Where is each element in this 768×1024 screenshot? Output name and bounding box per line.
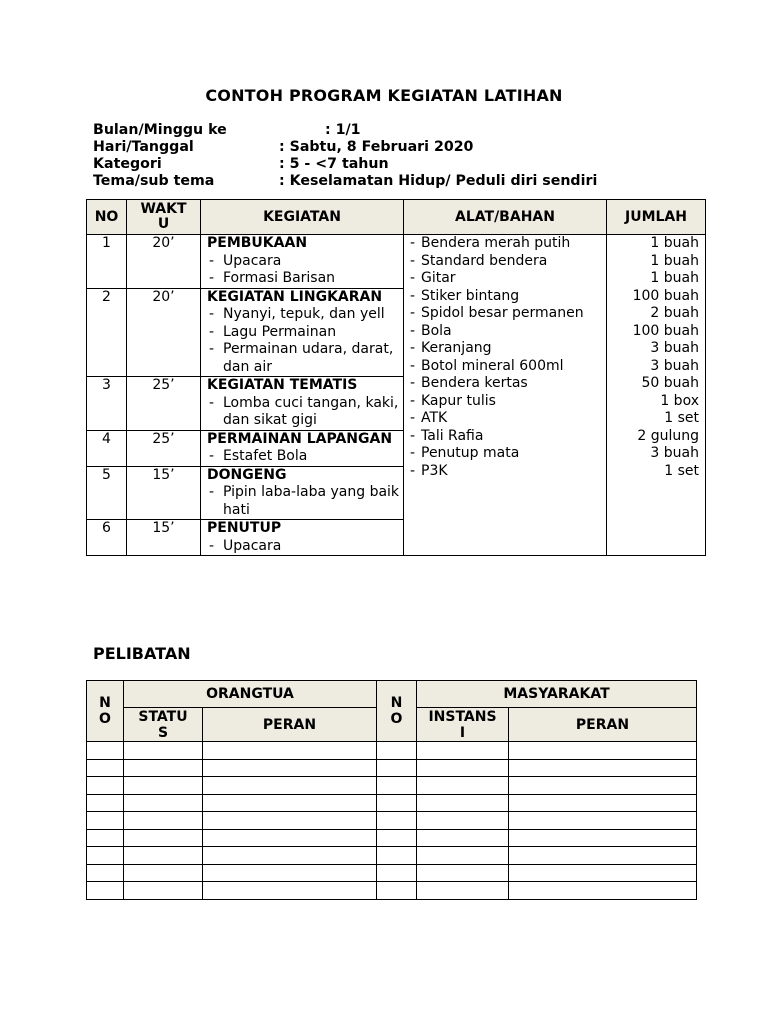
row-kegiatan bbox=[201, 377, 404, 431]
activity-table-header bbox=[87, 200, 706, 235]
kegiatan-title: KEGIATAN LINGKARAN bbox=[207, 288, 383, 305]
pel-header-status: STATU S bbox=[124, 708, 203, 742]
pelibatan-cell[interactable] bbox=[377, 812, 417, 830]
pelibatan-cell[interactable] bbox=[87, 794, 124, 812]
pelibatan-cell[interactable] bbox=[417, 864, 509, 882]
pelibatan-cell[interactable] bbox=[377, 882, 417, 900]
pelibatan-row bbox=[87, 864, 697, 882]
row-no: 6 bbox=[87, 520, 127, 556]
header-waktu: WAKT U bbox=[127, 200, 201, 235]
header-no: NO bbox=[87, 200, 127, 235]
jumlah-item: 1 buah bbox=[650, 252, 699, 269]
jumlah-item: 1 buah bbox=[650, 270, 699, 286]
jumlah-item: 1 set bbox=[664, 462, 699, 479]
pelibatan-cell[interactable] bbox=[124, 759, 203, 777]
row-no: 3 bbox=[87, 377, 127, 431]
meta-label: Tema/sub tema bbox=[93, 173, 215, 189]
kegiatan-item: - Permainan udara, darat, dan air bbox=[207, 341, 403, 376]
alat-item: - Kapur tulis bbox=[410, 393, 606, 411]
pel-header-no2: N O bbox=[377, 681, 417, 742]
meta-label: Kategori bbox=[93, 156, 162, 172]
row-kegiatan bbox=[201, 430, 404, 466]
kegiatan-title: PERMAINAN LAPANGAN bbox=[207, 430, 393, 447]
pelibatan-cell[interactable] bbox=[87, 759, 124, 777]
pelibatan-cell[interactable] bbox=[417, 794, 509, 812]
alat-item: - Penutup mata bbox=[410, 445, 606, 463]
pelibatan-cell[interactable] bbox=[124, 812, 203, 830]
pelibatan-cell[interactable] bbox=[417, 812, 509, 830]
activity-table bbox=[86, 199, 706, 556]
pelibatan-cell[interactable] bbox=[417, 882, 509, 900]
pelibatan-cell[interactable] bbox=[203, 829, 377, 847]
kegiatan-item: - Upacara bbox=[207, 538, 403, 556]
kegiatan-item: - Lomba cuci tangan, kaki, dan sikat gigi bbox=[207, 395, 403, 430]
pelibatan-cell[interactable] bbox=[509, 777, 697, 795]
alat-item: - Botol mineral 600ml bbox=[410, 358, 606, 376]
kegiatan-item: - Lagu Permainan bbox=[207, 324, 403, 342]
pelibatan-row bbox=[87, 882, 697, 900]
pelibatan-cell[interactable] bbox=[87, 742, 124, 760]
kegiatan-item: - Estafet Bola bbox=[207, 448, 403, 466]
row-no: 5 bbox=[87, 466, 127, 520]
pelibatan-cell[interactable] bbox=[509, 794, 697, 812]
alat-item: - Bola bbox=[410, 323, 606, 341]
pelibatan-cell[interactable] bbox=[509, 864, 697, 882]
row-no: 2 bbox=[87, 288, 127, 377]
row-waktu: 15’ bbox=[127, 520, 201, 556]
pelibatan-cell[interactable] bbox=[87, 777, 124, 795]
meta-label: Hari/Tanggal bbox=[93, 139, 194, 155]
row-waktu: 20’ bbox=[127, 235, 201, 289]
kegiatan-title: PENUTUP bbox=[207, 520, 282, 536]
pelibatan-cell[interactable] bbox=[203, 794, 377, 812]
row-kegiatan bbox=[201, 235, 404, 289]
pelibatan-cell[interactable] bbox=[203, 812, 377, 830]
pelibatan-row bbox=[87, 847, 697, 865]
row-kegiatan bbox=[201, 520, 404, 556]
pelibatan-cell[interactable] bbox=[377, 759, 417, 777]
pelibatan-row bbox=[87, 829, 697, 847]
alat-item: - ATK bbox=[410, 410, 606, 428]
pelibatan-cell[interactable] bbox=[203, 864, 377, 882]
pelibatan-cell[interactable] bbox=[377, 829, 417, 847]
pelibatan-cell[interactable] bbox=[124, 882, 203, 900]
pelibatan-cell[interactable] bbox=[124, 794, 203, 812]
pelibatan-row bbox=[87, 742, 697, 760]
pelibatan-header-top bbox=[87, 681, 697, 708]
pelibatan-row bbox=[87, 777, 697, 795]
pelibatan-cell[interactable] bbox=[87, 812, 124, 830]
pelibatan-cell[interactable] bbox=[509, 882, 697, 900]
pelibatan-cell[interactable] bbox=[124, 777, 203, 795]
row-no: 1 bbox=[87, 235, 127, 289]
jumlah-item: 1 buah bbox=[650, 235, 699, 251]
pel-header-masyarakat: MASYARAKAT bbox=[417, 681, 697, 708]
pelibatan-cell[interactable] bbox=[87, 847, 124, 865]
meta-value: : Sabtu, 8 Februari 2020 bbox=[279, 139, 474, 155]
pelibatan-cell[interactable] bbox=[124, 742, 203, 760]
kegiatan-item: - Formasi Barisan bbox=[207, 270, 403, 288]
pel-header-peran2: PERAN bbox=[509, 708, 697, 742]
pelibatan-cell[interactable] bbox=[509, 829, 697, 847]
pelibatan-title: PELIBATAN bbox=[93, 644, 191, 663]
pel-header-peran: PERAN bbox=[203, 708, 377, 742]
alat-item: - Bendera merah putih bbox=[410, 235, 606, 253]
pel-header-no: N O bbox=[87, 681, 124, 742]
row-waktu: 15’ bbox=[127, 466, 201, 520]
alat-item: - Gitar bbox=[410, 270, 606, 288]
alat-bahan-list bbox=[404, 235, 607, 556]
pelibatan-cell[interactable] bbox=[509, 742, 697, 760]
header-jumlah: JUMLAH bbox=[607, 200, 706, 235]
jumlah-item: 3 buah bbox=[650, 357, 699, 374]
pelibatan-cell[interactable] bbox=[417, 847, 509, 865]
pelibatan-cell[interactable] bbox=[377, 864, 417, 882]
kegiatan-item: - Pipin laba-laba yang baik hati bbox=[207, 484, 403, 519]
kegiatan-title: DONGENG bbox=[207, 466, 287, 483]
jumlah-item: 2 gulung bbox=[637, 427, 699, 444]
pelibatan-row bbox=[87, 812, 697, 830]
pelibatan-cell[interactable] bbox=[87, 882, 124, 900]
kegiatan-item: - Upacara bbox=[207, 253, 403, 271]
activity-row bbox=[87, 235, 706, 289]
pelibatan-table bbox=[86, 680, 697, 900]
pelibatan-cell[interactable] bbox=[417, 742, 509, 760]
pelibatan-cell[interactable] bbox=[377, 847, 417, 865]
jumlah-item: 2 buah bbox=[650, 305, 699, 321]
pelibatan-cell[interactable] bbox=[417, 759, 509, 777]
header-kegiatan: KEGIATAN bbox=[201, 200, 404, 235]
pelibatan-cell[interactable] bbox=[203, 882, 377, 900]
pelibatan-cell[interactable] bbox=[417, 829, 509, 847]
row-waktu: 25’ bbox=[127, 430, 201, 466]
jumlah-item: 1 set bbox=[664, 410, 699, 426]
pelibatan-cell[interactable] bbox=[377, 742, 417, 760]
jumlah-item: 3 buah bbox=[650, 445, 699, 461]
kegiatan-item: - Nyanyi, tepuk, dan yell bbox=[207, 306, 403, 324]
jumlah-list bbox=[607, 235, 706, 556]
pelibatan-cell[interactable] bbox=[203, 759, 377, 777]
jumlah-item: 3 buah bbox=[650, 340, 699, 356]
alat-item: - Tali Rafia bbox=[410, 428, 606, 446]
pelibatan-cell[interactable] bbox=[417, 777, 509, 795]
kegiatan-title: KEGIATAN TEMATIS bbox=[207, 377, 358, 393]
document-title: CONTOH PROGRAM KEGIATAN LATIHAN bbox=[205, 86, 563, 105]
row-kegiatan bbox=[201, 288, 404, 377]
pelibatan-cell[interactable] bbox=[87, 864, 124, 882]
header-alat: ALAT/BAHAN bbox=[404, 200, 607, 235]
pelibatan-cell[interactable] bbox=[87, 829, 124, 847]
meta-value: : 1/1 bbox=[325, 122, 361, 138]
row-kegiatan bbox=[201, 466, 404, 520]
row-waktu: 25’ bbox=[127, 377, 201, 431]
pelibatan-cell[interactable] bbox=[377, 777, 417, 795]
pelibatan-cell[interactable] bbox=[377, 794, 417, 812]
alat-item: - Stiker bintang bbox=[410, 288, 606, 306]
jumlah-item: 100 buah bbox=[632, 322, 699, 339]
pel-header-orangtua: ORANGTUA bbox=[124, 681, 377, 708]
pelibatan-cell[interactable] bbox=[509, 847, 697, 865]
pelibatan-cell[interactable] bbox=[124, 829, 203, 847]
alat-item: - Bendera kertas bbox=[410, 375, 606, 393]
row-waktu: 20’ bbox=[127, 288, 201, 377]
jumlah-item: 100 buah bbox=[632, 287, 699, 304]
pelibatan-cell[interactable] bbox=[203, 777, 377, 795]
alat-item: - P3K bbox=[410, 463, 606, 481]
pelibatan-cell[interactable] bbox=[124, 864, 203, 882]
pelibatan-cell[interactable] bbox=[509, 759, 697, 777]
alat-item: - Standard bendera bbox=[410, 253, 606, 271]
pelibatan-row bbox=[87, 759, 697, 777]
kegiatan-title: PEMBUKAAN bbox=[207, 235, 308, 251]
pelibatan-cell[interactable] bbox=[124, 847, 203, 865]
row-no: 4 bbox=[87, 430, 127, 466]
pelibatan-cell[interactable] bbox=[509, 812, 697, 830]
pelibatan-cell[interactable] bbox=[203, 847, 377, 865]
pelibatan-row bbox=[87, 794, 697, 812]
jumlah-item: 1 box bbox=[660, 392, 699, 409]
alat-item: - Spidol besar permanen bbox=[410, 305, 606, 323]
meta-value: : Keselamatan Hidup/ Peduli diri sendiri bbox=[279, 173, 598, 189]
meta-value: : 5 - <7 tahun bbox=[279, 156, 389, 172]
pel-header-instansi: INSTANS I bbox=[417, 708, 509, 742]
meta-label: Bulan/Minggu ke bbox=[93, 122, 227, 138]
jumlah-item: 50 buah bbox=[641, 375, 699, 391]
pelibatan-cell[interactable] bbox=[203, 742, 377, 760]
alat-item: - Keranjang bbox=[410, 340, 606, 358]
